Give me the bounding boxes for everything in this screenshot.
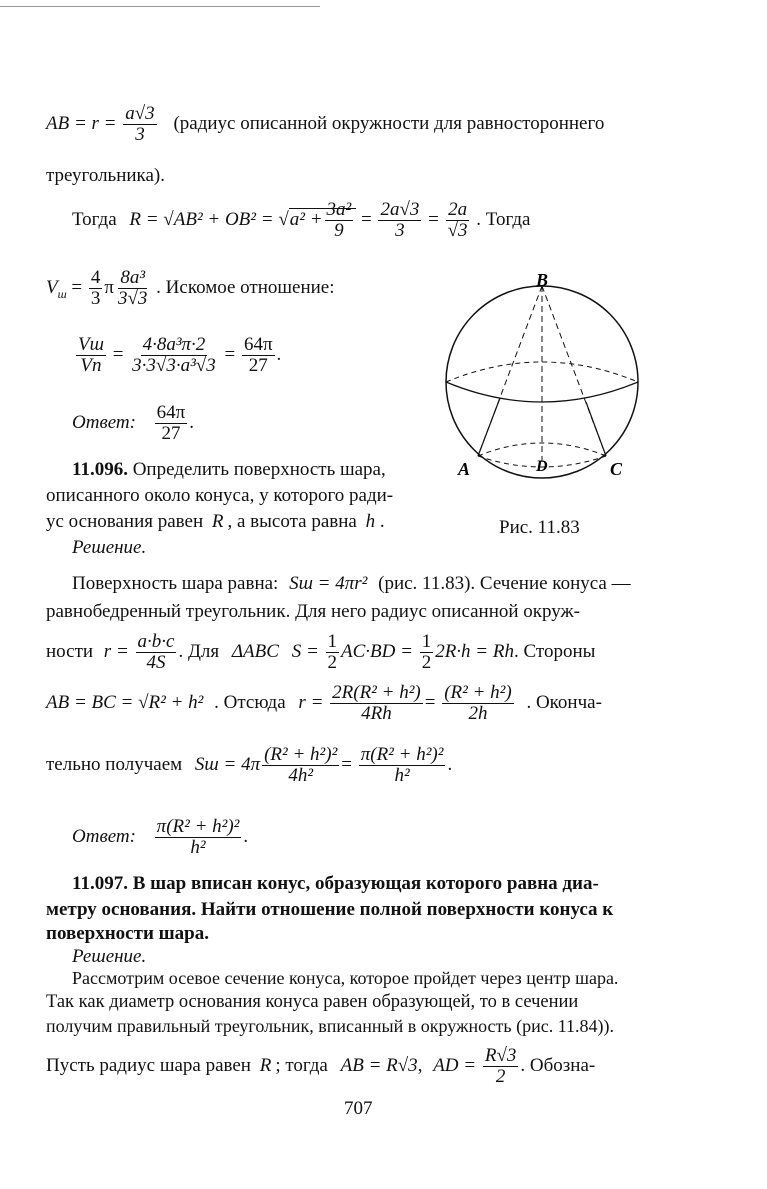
formula-R: R = √AB² + OB² = <box>129 208 274 230</box>
solution-text: ; тогда <box>275 1054 328 1076</box>
fraction-numerator: 4·8a³π·2 <box>142 334 206 355</box>
fraction-denominator: √3 <box>447 219 468 241</box>
fraction-over-4h2 <box>262 745 339 786</box>
formula-S: S = <box>291 640 319 662</box>
root-term: a² + <box>289 208 323 230</box>
variable-R: R <box>259 1054 272 1076</box>
solution-text: . Оконча- <box>526 691 602 713</box>
variable-R: R <box>211 511 224 532</box>
solution-text: Так как диаметр основания конуса равен образующей, то в сечении <box>46 992 579 1012</box>
fraction-denominator: 4h² <box>288 764 314 786</box>
problem-text: , а высота равна <box>227 511 357 532</box>
answer-fraction <box>155 403 188 444</box>
figure-caption: Рис. 11.83 <box>499 517 580 538</box>
fraction-numerator: (R² + h²)² <box>264 744 338 765</box>
answer-1: Ответ: $\frac{64\pi}{27}$ . <box>72 402 195 444</box>
v-letter: V <box>46 276 58 298</box>
fraction-numerator: 64π <box>243 334 273 355</box>
solution-096-line5: тельно получаем Sш = 4π $\frac{\text{(R² + h²)²}}{\text{4h²}}$ = $\frac{\text{π(R² + h²)²}}{\text{h²}}$ . <box>46 744 453 786</box>
fraction-numerator: R√3 <box>484 1045 517 1066</box>
fraction-denominator: 2 <box>327 651 338 673</box>
fraction-numerator: Vш <box>78 334 104 355</box>
fraction-64pi-over-27 <box>242 335 275 376</box>
solution-097-line4 <box>46 1046 595 1087</box>
equals-sign: = <box>71 276 83 298</box>
cone-side-right-lower <box>586 402 606 456</box>
solution-text: . Для <box>178 640 220 662</box>
answer-2: Ответ: $\frac{\text{π(R² + h²)²}}{\text{h²}}$ . <box>72 816 249 858</box>
solution-text: Поверхность шара равна: <box>72 573 279 594</box>
fraction-denominator: 3√3 <box>117 287 148 309</box>
formula-ab-r <box>46 104 604 145</box>
problem-text: Определить поверхность шара, <box>132 459 386 480</box>
pi-symbol: π <box>104 276 114 298</box>
fraction-numerator: (R² + h²) <box>444 682 512 703</box>
fraction-denominator: 3 <box>135 123 145 145</box>
paragraph-text: треугольника). <box>46 165 166 186</box>
label-A: A <box>458 459 471 479</box>
fraction-numerator: π(R² + h²)² <box>156 816 240 837</box>
formula-V <box>46 276 67 301</box>
problem-text: описанного около конуса, у которого ради- <box>46 485 394 506</box>
triangle-abc: ΔABC <box>231 640 279 662</box>
fraction-numerator: a√3 <box>125 103 155 124</box>
fraction-numerator: 64π <box>156 402 186 423</box>
answer-label: Ответ: <box>72 825 136 847</box>
fraction-half-2 <box>420 632 434 673</box>
formula-S-ball: Sш = 4π <box>194 753 261 775</box>
fraction-numerator: 8a³ <box>120 267 146 288</box>
fraction-numerator: 3a² <box>326 199 352 220</box>
fraction-V-ratio <box>76 335 106 376</box>
label-B: B <box>536 272 549 290</box>
formula-lhs: AB = r = <box>46 112 117 134</box>
fraction-numerator: 1 <box>421 631 432 652</box>
formula-ratio: $\frac{Vш}{Vп}$ = $\frac{\text{4·8a³π·2}}{\text{3·3√3·a³√3}}$ = $\frac{64\pi}{27}$ . <box>78 334 282 376</box>
fraction-denominator: 27 <box>161 422 181 444</box>
fraction-abc-over-4S <box>136 632 177 673</box>
equals-sign: = <box>224 343 236 365</box>
page-number: 707 <box>344 1098 373 1119</box>
fraction-numerator: 1 <box>327 631 338 652</box>
fraction-numerator: 2R(R² + h²) <box>332 682 421 703</box>
problem-text: поверхности шара. <box>46 923 210 944</box>
solution-text: . Обозна- <box>520 1054 596 1076</box>
v-subscript: ш <box>57 286 67 301</box>
fraction-Rroot3-over-2 <box>483 1046 519 1087</box>
fraction-denominator: 4Rh <box>361 702 392 724</box>
solution-text: получим правильный треугольник, вписанный в окружность (рис. 11.84)). <box>46 1016 615 1036</box>
scan-edge-line <box>0 6 320 7</box>
solution-text: тельно получаем <box>46 753 183 775</box>
paragraph-text: (радиус описанной окружности для равностороннего <box>173 112 605 134</box>
fraction-half <box>326 632 340 673</box>
problem-096-line3: ус основания равен R , а высота равна h . <box>46 511 385 532</box>
fraction-denominator: 27 <box>248 354 268 376</box>
cone-side-left-lower <box>478 398 500 456</box>
solution-096-line4: AB = BC = √R² + h² . Отсюда r = $\frac{\text{2R(R² + h²)}}{4Rh}$ = $\frac{\text{(R² + h²)}}{2h}$ . Оконча- <box>46 682 602 724</box>
solution-text: Рассмотрим осевое сечение конуса, которое пройдет через центр шара. <box>72 968 619 988</box>
figure-sphere-cone <box>440 272 650 492</box>
equals-sign: = <box>428 208 439 230</box>
word-togda: Тогда <box>72 208 117 230</box>
fraction-numerator: a·b·c <box>137 631 175 652</box>
equals-sign: = <box>360 208 372 230</box>
answer-label: Ответ: <box>72 411 136 433</box>
fraction-2R-over-4Rh <box>330 683 423 724</box>
fraction-over-h2 <box>359 745 446 786</box>
solution-text: . Стороны <box>514 640 596 662</box>
formula-R-line <box>72 200 530 241</box>
fraction-denominator: Vп <box>80 354 102 376</box>
label-C: C <box>610 459 623 479</box>
solution-text: . Отсюда <box>214 691 286 713</box>
formula-sphere-area: Sш = 4πr² <box>289 573 368 594</box>
solution-text: Пусть радиус шара равен <box>46 1054 251 1076</box>
formula-rh: 2R·h = Rh <box>435 640 514 662</box>
solution-096-line3 <box>46 632 595 673</box>
variable-h: h <box>365 511 376 532</box>
fraction-2a-over-root3 <box>446 200 470 241</box>
solution-text: ности <box>46 640 94 662</box>
fraction-denominator: 3 <box>395 219 405 241</box>
fraction-numerator: 2a√3 <box>380 199 420 220</box>
answer-fraction <box>155 817 242 858</box>
fraction-4-over-3 <box>89 268 103 309</box>
fraction-denominator: 4S <box>146 651 166 673</box>
paragraph-text: . Искомое отношение: <box>156 276 335 298</box>
fraction-over-2h <box>442 683 513 724</box>
fraction-denominator: 3·3√3·a³√3 <box>132 354 216 376</box>
problem-097-line1 <box>72 873 599 895</box>
formula-volume-ball <box>46 268 335 309</box>
formula-r: r = <box>298 691 324 713</box>
fraction-2a-root3-over-3 <box>378 200 421 241</box>
fraction-8a3-over-3root3 <box>116 268 149 309</box>
fraction-denominator: h² <box>190 836 206 858</box>
fraction-denominator: h² <box>394 764 410 786</box>
solution-label: Решение. <box>72 946 147 967</box>
fraction-a-root3-over-3 <box>123 104 156 145</box>
problem-number: 11.096. <box>72 459 128 480</box>
comma: , <box>417 1054 423 1076</box>
fraction-ratio-expanded <box>130 335 218 376</box>
word-togda: . Тогда <box>476 208 531 230</box>
problem-number: 11.097. <box>72 873 128 894</box>
fraction-numerator: 4 <box>90 267 101 288</box>
formula-r: r = <box>103 640 129 662</box>
fraction-denominator: 3 <box>90 287 101 309</box>
formula-ac-bd: AC·BD = <box>341 640 413 662</box>
fraction-numerator: π(R² + h²)² <box>360 744 444 765</box>
fraction-denominator: 2 <box>495 1065 506 1087</box>
label-D: D <box>536 458 548 475</box>
problem-096-line1 <box>72 459 386 481</box>
solution-text: (рис. 11.83). Сечение конуса — <box>378 573 631 594</box>
solution-096-line1 <box>72 573 631 595</box>
fraction-denominator: 2h <box>468 702 488 724</box>
solution-label: Решение. <box>72 537 147 558</box>
formula-ad: AD = <box>433 1054 477 1076</box>
fraction-denominator: 9 <box>334 219 344 241</box>
fraction-numerator: 2a <box>448 199 468 220</box>
equals-sign: = <box>112 343 124 365</box>
formula-ab-bc: AB = BC = √R² + h² <box>46 691 204 713</box>
fraction-denominator: 2 <box>421 651 432 673</box>
problem-text: В шар вписан конус, образующая которого равна диа- <box>132 873 599 894</box>
formula-ab: AB = R√3 <box>340 1054 418 1076</box>
solution-text: равнобедренный треугольник. Для него радиус описанной окруж- <box>46 601 580 622</box>
sqrt-expression: √a² + $\frac{\text{3a²}}{9}$ <box>278 208 356 230</box>
problem-text: метру основания. Найти отношение полной поверхности конуса к <box>46 899 614 920</box>
problem-text: ус основания равен <box>46 511 204 532</box>
